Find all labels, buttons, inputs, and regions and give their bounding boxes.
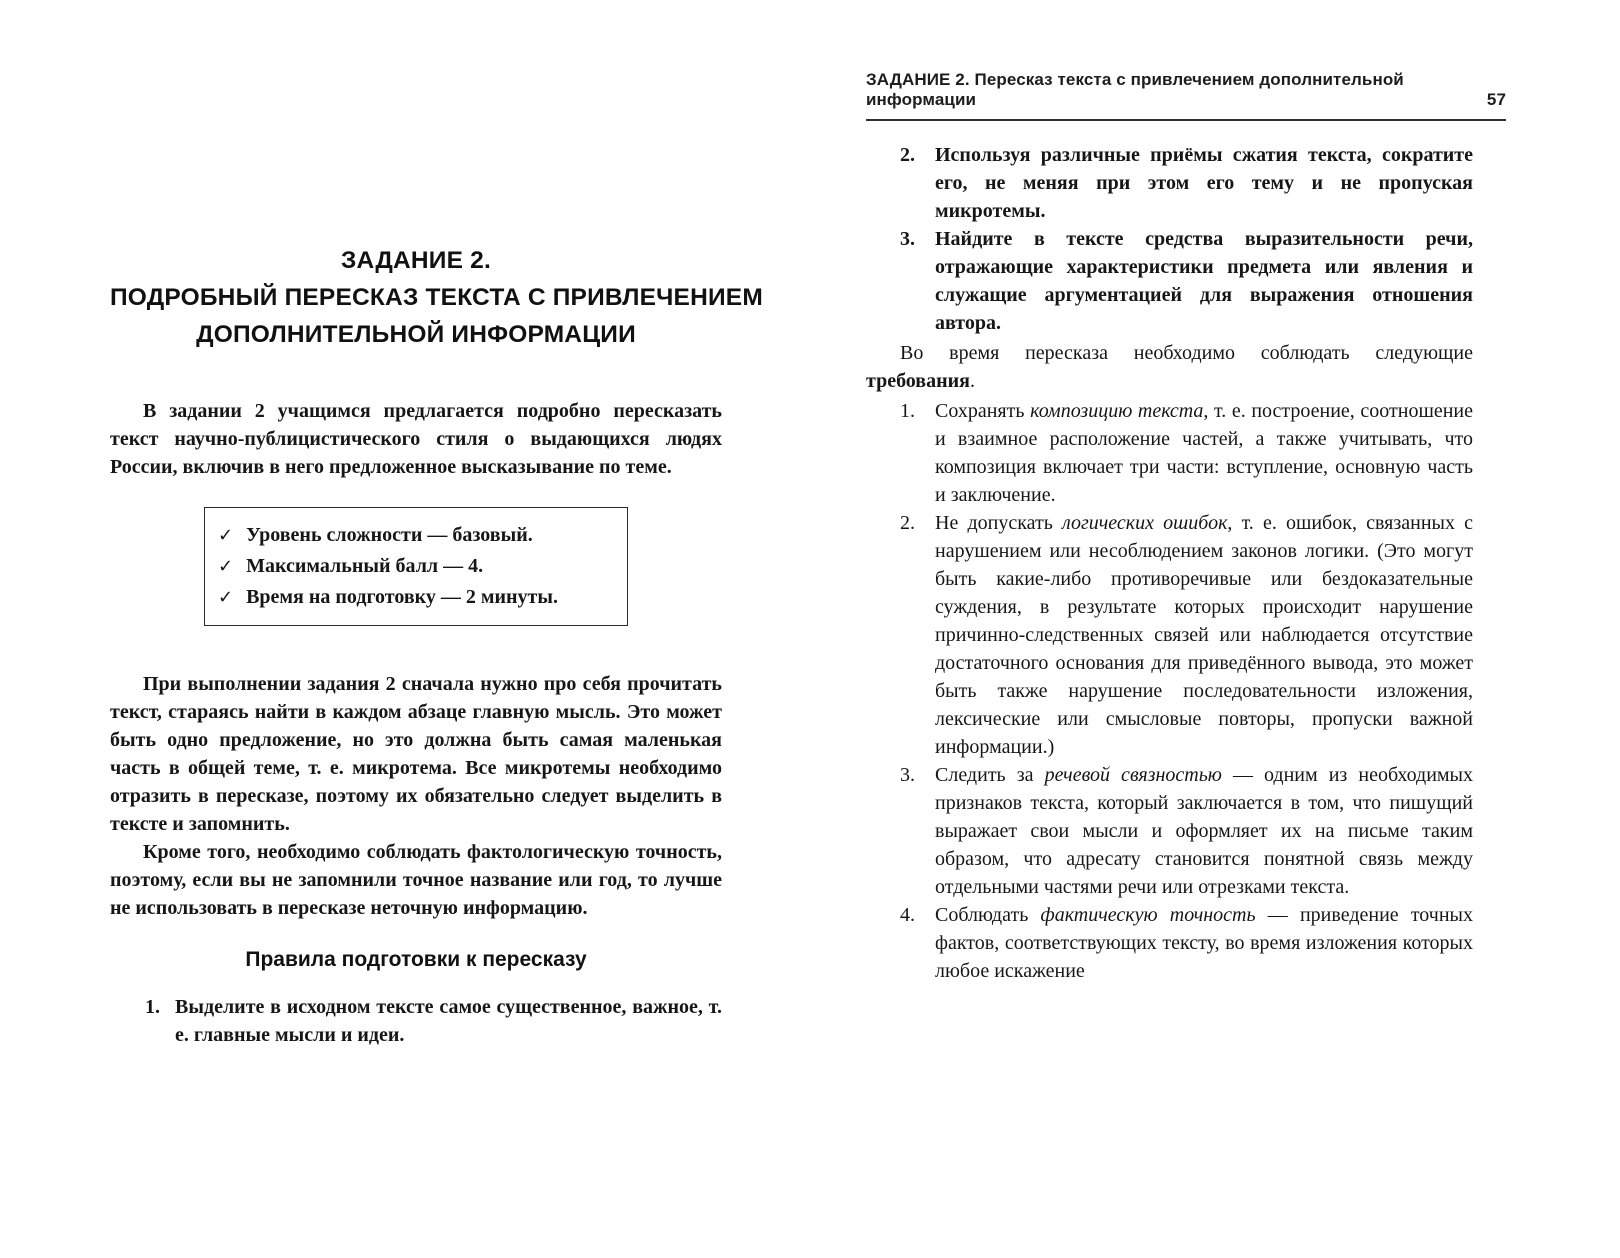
page-number: 57 — [1486, 90, 1506, 109]
requirement-number: 2. — [900, 512, 915, 534]
requirement-number: 4. — [900, 904, 915, 926]
requirement-rest: — приведение точных фактов, соответствующих тексту, во время изложения которых любое искажение — [935, 904, 1473, 982]
requirement-rest: , т. е. построение, соотношение и взаимное расположение частей, а также учитывать, что композиция включает три части: вступление, основную часть и заключение. — [935, 400, 1474, 506]
left-page — [110, 242, 763, 1049]
rule-item-number: 1. — [145, 996, 160, 1018]
rule-item-3 — [900, 225, 1473, 337]
requirements-intro-lead: Во время пересказа необходимо соблюдать следующие — [900, 342, 1473, 364]
running-header-title: ЗАДАНИЕ 2. Пересказ текста с привлечением дополнительной информации — [866, 70, 1404, 109]
rule-item-1 — [145, 993, 722, 1049]
requirement-term: речевой связностью — [1044, 764, 1222, 786]
requirement-rest: — одним из необходимых признаков текста, который заключается в том, что пишущий выражает свои мысли и оформляет их на письме таким образом, что адресату становится понятной связь между отдельными частями речи или отрезками текста. — [935, 764, 1473, 898]
task-info-text: Максимальный балл — 4. — [246, 555, 484, 577]
requirements-intro — [866, 339, 1473, 395]
chapter-title-line-1: ЗАДАНИЕ 2. — [341, 247, 491, 274]
requirement-item-2 — [900, 509, 1473, 761]
right-page-body — [866, 141, 1473, 985]
chapter-title — [110, 242, 763, 353]
task-info-item-level — [218, 520, 613, 551]
running-header — [866, 70, 1506, 121]
rules-heading: Правила подготовки к пересказу — [245, 948, 587, 971]
checkmark-icon: ✓ — [218, 525, 234, 546]
right-page — [866, 70, 1506, 985]
task-info-item-score — [218, 551, 613, 582]
requirement-lead: Сохранять — [935, 400, 1031, 422]
rule-item-text: Выделите в исходном тексте самое существенное, важное, т. е. главные мысли и идеи. — [175, 996, 722, 1046]
chapter-title-line-3: ДОПОЛНИТЕЛЬНОЙ ИНФОРМАЦИИ — [196, 321, 636, 348]
rule-item-2 — [900, 141, 1473, 225]
rule-item-text: Используя различные приёмы сжатия текста, сократите его, не меняя при этом его тему и не пропуская микротемы. — [935, 144, 1473, 222]
task-info-box — [204, 507, 628, 626]
task-info-item-time — [218, 582, 613, 613]
checkmark-icon: ✓ — [218, 587, 234, 608]
requirement-term: композицию текста — [1030, 400, 1204, 422]
requirements-intro-keyword: требования — [866, 370, 970, 392]
requirement-rest: , т. е. ошибок, связанных с нарушением или несоблюдением законов логики. (Это могут быть какие-либо противоречивые или бездоказательные суждения, в результате которых происходит нарушение причинно-следственных связей или наблюдается отсутствие достаточного основания для приведённого вывода, это может быть также нарушение последовательности изложения, лексические или смысловые повторы, пропуски важной информации.) — [935, 512, 1473, 758]
rule-item-text: Найдите в тексте средства выразительности речи, отражающие характеристики предмета или явления и служащие аргументацией для выражения отношения автора. — [935, 228, 1473, 334]
checkmark-icon: ✓ — [218, 556, 234, 577]
requirement-lead: Соблюдать — [935, 904, 1041, 926]
requirement-number: 1. — [900, 400, 915, 422]
chapter-title-line-2: ПОДРОБНЫЙ ПЕРЕСКАЗ ТЕКСТА С ПРИВЛЕЧЕНИЕМ — [110, 284, 763, 311]
rule-item-number: 3. — [900, 228, 915, 250]
requirement-lead: Следить за — [935, 764, 1045, 786]
task-info-text: Время на подготовку — 2 минуты. — [246, 586, 558, 608]
body-paragraph-3: Кроме того, необходимо соблюдать фактологическую точность, поэтому, если вы не запомнили точное название или год, то лучше не использовать в пересказе неточную информацию. — [110, 841, 722, 919]
requirement-lead: Не допускать — [935, 512, 1062, 534]
body-paragraph-2: При выполнении задания 2 сначала нужно про себя прочитать текст, стараясь найти в каждом абзаце главную мысль. Это может быть одно предложение, но это должна быть самая маленькая часть в общей теме, т. е. микротема. Все микротемы необходимо отразить в пересказе, поэтому их обязательно следует выделить в тексте и запомнить. — [110, 673, 722, 835]
requirement-number: 3. — [900, 764, 915, 786]
requirement-item-3 — [900, 761, 1473, 901]
requirement-item-1 — [900, 397, 1473, 509]
requirement-item-4 — [900, 901, 1473, 985]
task-info-text: Уровень сложности — базовый. — [246, 524, 533, 546]
intro-paragraph: В задании 2 учащимся предлагается подробно пересказать текст научно-публицистического стиля о выдающихся людях России, включив в него предложенное высказывание по теме. — [110, 400, 722, 478]
requirement-term: логических ошибок — [1062, 512, 1228, 534]
requirements-intro-tail: . — [969, 370, 975, 392]
rule-item-number: 2. — [900, 144, 915, 166]
requirement-term: фактическую точность — [1040, 904, 1256, 926]
